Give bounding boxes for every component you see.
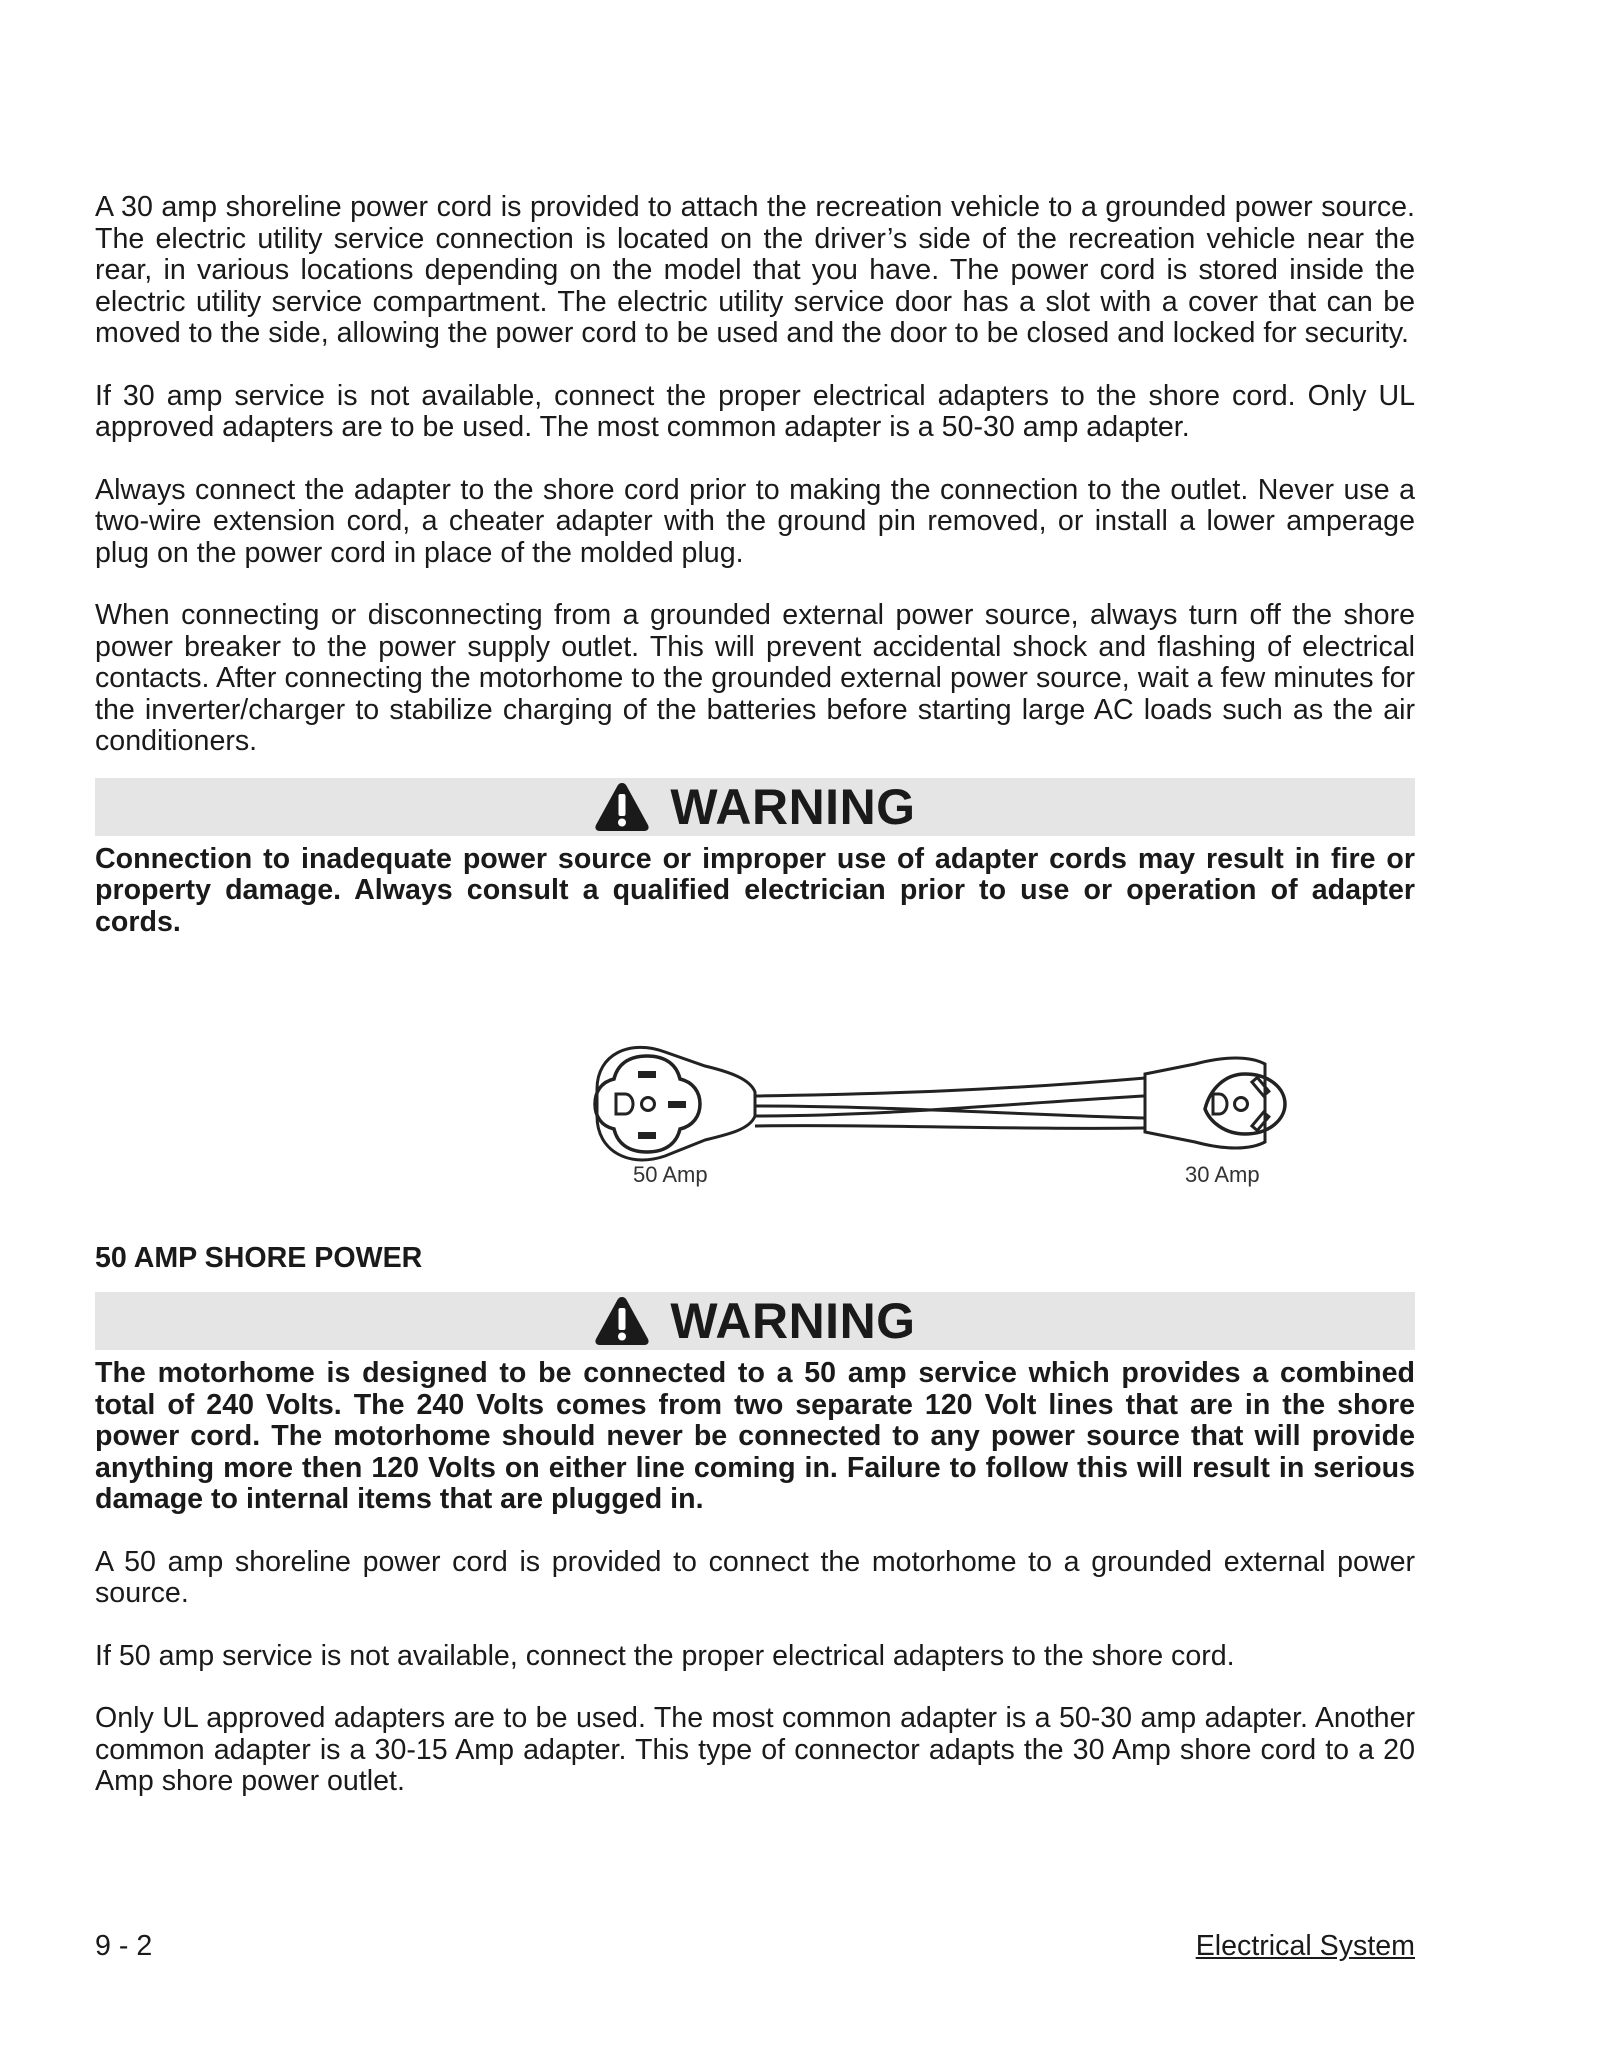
warning-title: WARNING: [670, 1293, 916, 1349]
paragraph-50amp-cord: A 50 amp shoreline power cord is provided to connect the motorhome to a grounded external power source.: [95, 1545, 1415, 1609]
cord-line: [755, 1126, 1145, 1129]
paragraph-30amp-cord: A 30 amp shoreline power cord is provided to attach the recreation vehicle to a grounded power source. The electric utility service connection is located on the driver’s side of the recreation vehicle near the rear, in various locations depending on the model that you have. The power cord is stored inside the electric utility service compartment. The electric utility service door has a slot with a cover that can be moved to the side, allowing the power cord to be used and the door to be closed and locked for security.: [95, 191, 1415, 349]
warning-banner-2: [95, 1292, 1415, 1350]
page-number: 9 - 2: [95, 1930, 153, 1962]
paragraph-50amp-adapters: If 50 amp service is not available, connect the proper electrical adapters to the shore cord.: [95, 1639, 1235, 1672]
label-30amp: 30 Amp: [1185, 1162, 1260, 1187]
warning-title: WARNING: [670, 778, 916, 835]
page-footer: [95, 1930, 1415, 1963]
warning-text-adapter-cords: Connection to inadequate power source or improper use of adapter cords may result in fire or property damage. Always consult a qualified electrician prior to use or operation of adapter cords.: [95, 842, 1415, 938]
paragraph-ul-adapters: Only UL approved adapters are to be used. The most common adapter is a 50-30 amp adapter. Another common adapter is a 30-15 Amp adapter. This type of connector adapts the 30 Amp shore cord to a 20 Amp shore power outlet.: [95, 1702, 1415, 1797]
adapter-cord-drawing: [585, 1034, 1325, 1164]
chapter-title: Electrical System: [1195, 1930, 1415, 1962]
plug-30amp-face: [1205, 1074, 1285, 1134]
adapter-illustration: [585, 1034, 1325, 1204]
paragraph-30amp-adapters: If 30 amp service is not available, connect the proper electrical adapters to the shore cord. Only UL approved adapters are to be used. The most common adapter is a 50-30 amp adapter.: [95, 379, 1415, 443]
cord-line: [755, 1078, 1145, 1096]
paragraph-adapter-connection: Always connect the adapter to the shore cord prior to making the connection to the outlet. Never use a two-wire extension cord, a cheater adapter with the ground pin removed, or install a lower amperage plug on the power cord in place of the molded plug.: [95, 473, 1415, 569]
warning-text-240-volts: The motorhome is designed to be connected to a 50 amp service which provides a combined total of 240 Volts. The 240 Volts comes from two separate 120 Volt lines that are in the shore power cord. The motorhome should never be connected to any power source that will provide anything more then 120 Volts on either line coming in. Failure to follow this will result in serious damage to internal items that are plugged in.: [95, 1357, 1415, 1515]
warning-icon: [594, 1295, 650, 1347]
section-heading-50amp: 50 AMP SHORE POWER: [95, 1242, 423, 1274]
label-50amp: 50 Amp: [633, 1162, 708, 1187]
warning-banner-1: [95, 778, 1415, 836]
warning-icon: [594, 781, 650, 833]
paragraph-connecting-disconnecting: When connecting or disconnecting from a grounded external power source, always turn off the shore power breaker to the power supply outlet. This will prevent accidental shock and flashing of electrical contacts. After connecting the motorhome to the grounded external power source, wait a few minutes for the inverter/charger to stabilize charging of the batteries before starting large AC loads such as the air conditioners.: [95, 599, 1415, 757]
page-content: [95, 192, 1415, 1829]
